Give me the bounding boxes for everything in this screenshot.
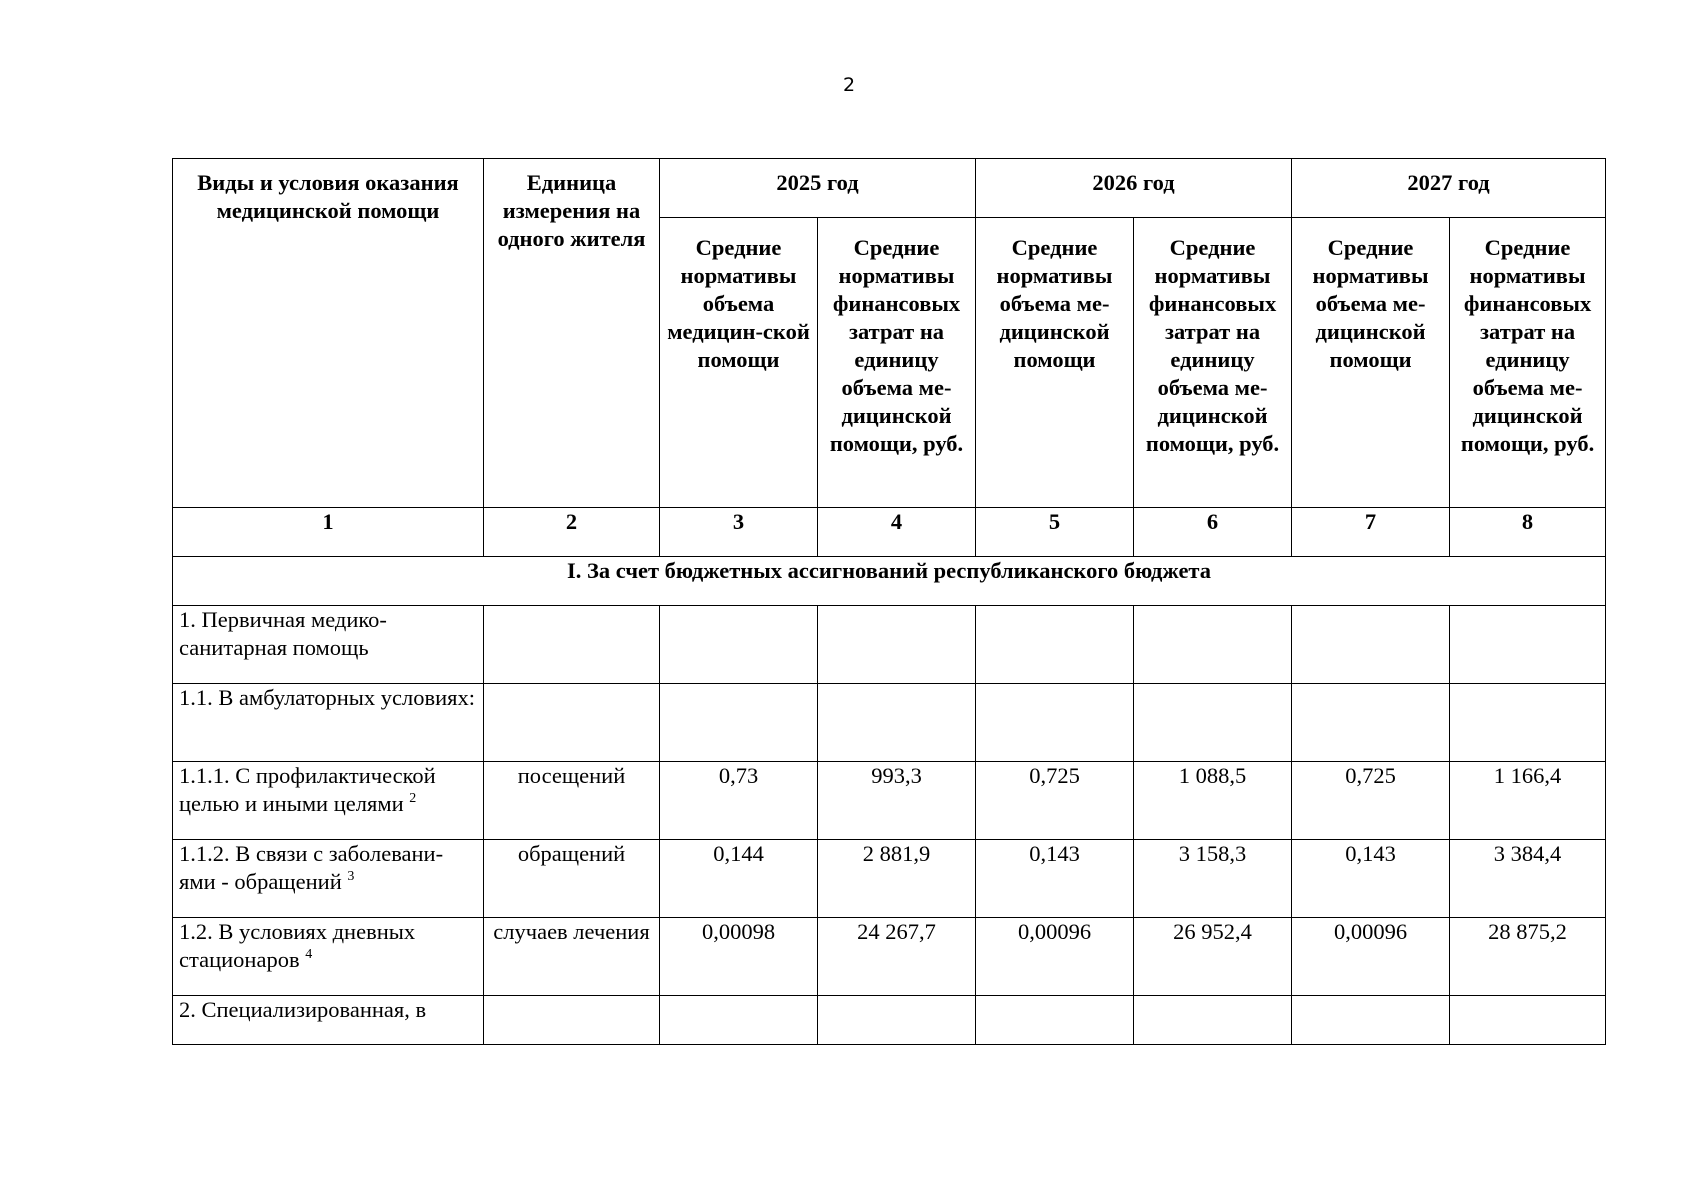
cost-2027: 3 384,4	[1450, 840, 1606, 918]
header-row-years	[173, 159, 1606, 218]
row-label: 2. Специализированная, в	[173, 996, 484, 1045]
cost-2025	[818, 684, 976, 762]
cost-2026: 1 088,5	[1134, 762, 1292, 840]
row-unit: случаев лечения	[484, 918, 660, 996]
cost-2027: 1 166,4	[1450, 762, 1606, 840]
column-number: 1	[173, 508, 484, 557]
header-year-2025: 2025 год	[660, 159, 976, 218]
row-label: 1.2. В условиях дневных стационаров $^4$	[173, 918, 484, 996]
header-year-2027: 2027 год	[1292, 159, 1606, 218]
section-title: I. За счет бюджетных ассигнований республиканского бюджета	[173, 557, 1606, 606]
row-unit: обращений	[484, 840, 660, 918]
header-year-2026: 2026 год	[976, 159, 1292, 218]
header-volume-2026: Средние нормативы объема ме-дицинской помощи	[976, 218, 1134, 508]
volume-2026: 0,725	[976, 762, 1134, 840]
volume-2026	[976, 996, 1134, 1045]
table-row	[173, 996, 1606, 1045]
column-number: 6	[1134, 508, 1292, 557]
row-label: 1.1.1. С профилактической целью и иными целями $^2$	[173, 762, 484, 840]
cost-2026	[1134, 996, 1292, 1045]
table-row	[173, 762, 1606, 840]
row-label: 1.1.2. В связи с заболевани-ями - обращений $^3$	[173, 840, 484, 918]
volume-2027: 0,143	[1292, 840, 1450, 918]
volume-2026	[976, 606, 1134, 684]
row-label: 1.1. В амбулаторных условиях:	[173, 684, 484, 762]
volume-2025: 0,144	[660, 840, 818, 918]
cost-2027: 28 875,2	[1450, 918, 1606, 996]
cost-2027	[1450, 684, 1606, 762]
table-row	[173, 918, 1606, 996]
cost-2026: 3 158,3	[1134, 840, 1292, 918]
header-cost-2026: Средние нормативы финансовых затрат на единицу объема ме-дицинской помощи, руб.	[1134, 218, 1292, 508]
footnote-ref: 2	[409, 791, 417, 806]
volume-2025: 0,00098	[660, 918, 818, 996]
cost-2025	[818, 996, 976, 1045]
column-number: 2	[484, 508, 660, 557]
cost-2026	[1134, 684, 1292, 762]
cost-2027	[1450, 606, 1606, 684]
header-cost-2025: Средние нормативы финансовых затрат на единицу объема ме-дицинской помощи, руб.	[818, 218, 976, 508]
column-number: 5	[976, 508, 1134, 557]
volume-2025	[660, 996, 818, 1045]
row-unit	[484, 996, 660, 1045]
cost-2025	[818, 606, 976, 684]
table-row	[173, 606, 1606, 684]
section-row	[173, 557, 1606, 606]
row-unit	[484, 684, 660, 762]
volume-2026: 0,143	[976, 840, 1134, 918]
volume-2025	[660, 684, 818, 762]
row-label: 1. Первичная медико-санитарная помощь	[173, 606, 484, 684]
cost-2026: 26 952,4	[1134, 918, 1292, 996]
volume-2026	[976, 684, 1134, 762]
cost-2025: 24 267,7	[818, 918, 976, 996]
cost-2027	[1450, 996, 1606, 1045]
table-row	[173, 684, 1606, 762]
volume-2027	[1292, 606, 1450, 684]
row-unit: посещений	[484, 762, 660, 840]
volume-2026: 0,00096	[976, 918, 1134, 996]
header-volume-2027: Средние нормативы объема ме-дицинской помощи	[1292, 218, 1450, 508]
footnote-ref: 4	[305, 947, 313, 962]
column-number: 8	[1450, 508, 1606, 557]
medical-care-norms-table	[172, 158, 1606, 1045]
column-number: 3	[660, 508, 818, 557]
volume-2027: 0,00096	[1292, 918, 1450, 996]
column-number: 7	[1292, 508, 1450, 557]
header-unit: Единица измерения на одного жителя	[484, 159, 660, 508]
volume-2025: 0,73	[660, 762, 818, 840]
volume-2027	[1292, 996, 1450, 1045]
row-unit	[484, 606, 660, 684]
volume-2027: 0,725	[1292, 762, 1450, 840]
header-volume-2025: Средние нормативы объема медицин-ской помощи	[660, 218, 818, 508]
column-number: 4	[818, 508, 976, 557]
column-numbers-row	[173, 508, 1606, 557]
volume-2025	[660, 606, 818, 684]
footnote-ref: 3	[347, 869, 355, 884]
cost-2026	[1134, 606, 1292, 684]
cost-2025: 2 881,9	[818, 840, 976, 918]
cost-2025: 993,3	[818, 762, 976, 840]
page-number: 2	[842, 74, 856, 96]
header-care-types: Виды и условия оказания медицинской помощи	[173, 159, 484, 508]
volume-2027	[1292, 684, 1450, 762]
table-row	[173, 840, 1606, 918]
header-cost-2027: Средние нормативы финансовых затрат на единицу объема ме-дицинской помощи, руб.	[1450, 218, 1606, 508]
